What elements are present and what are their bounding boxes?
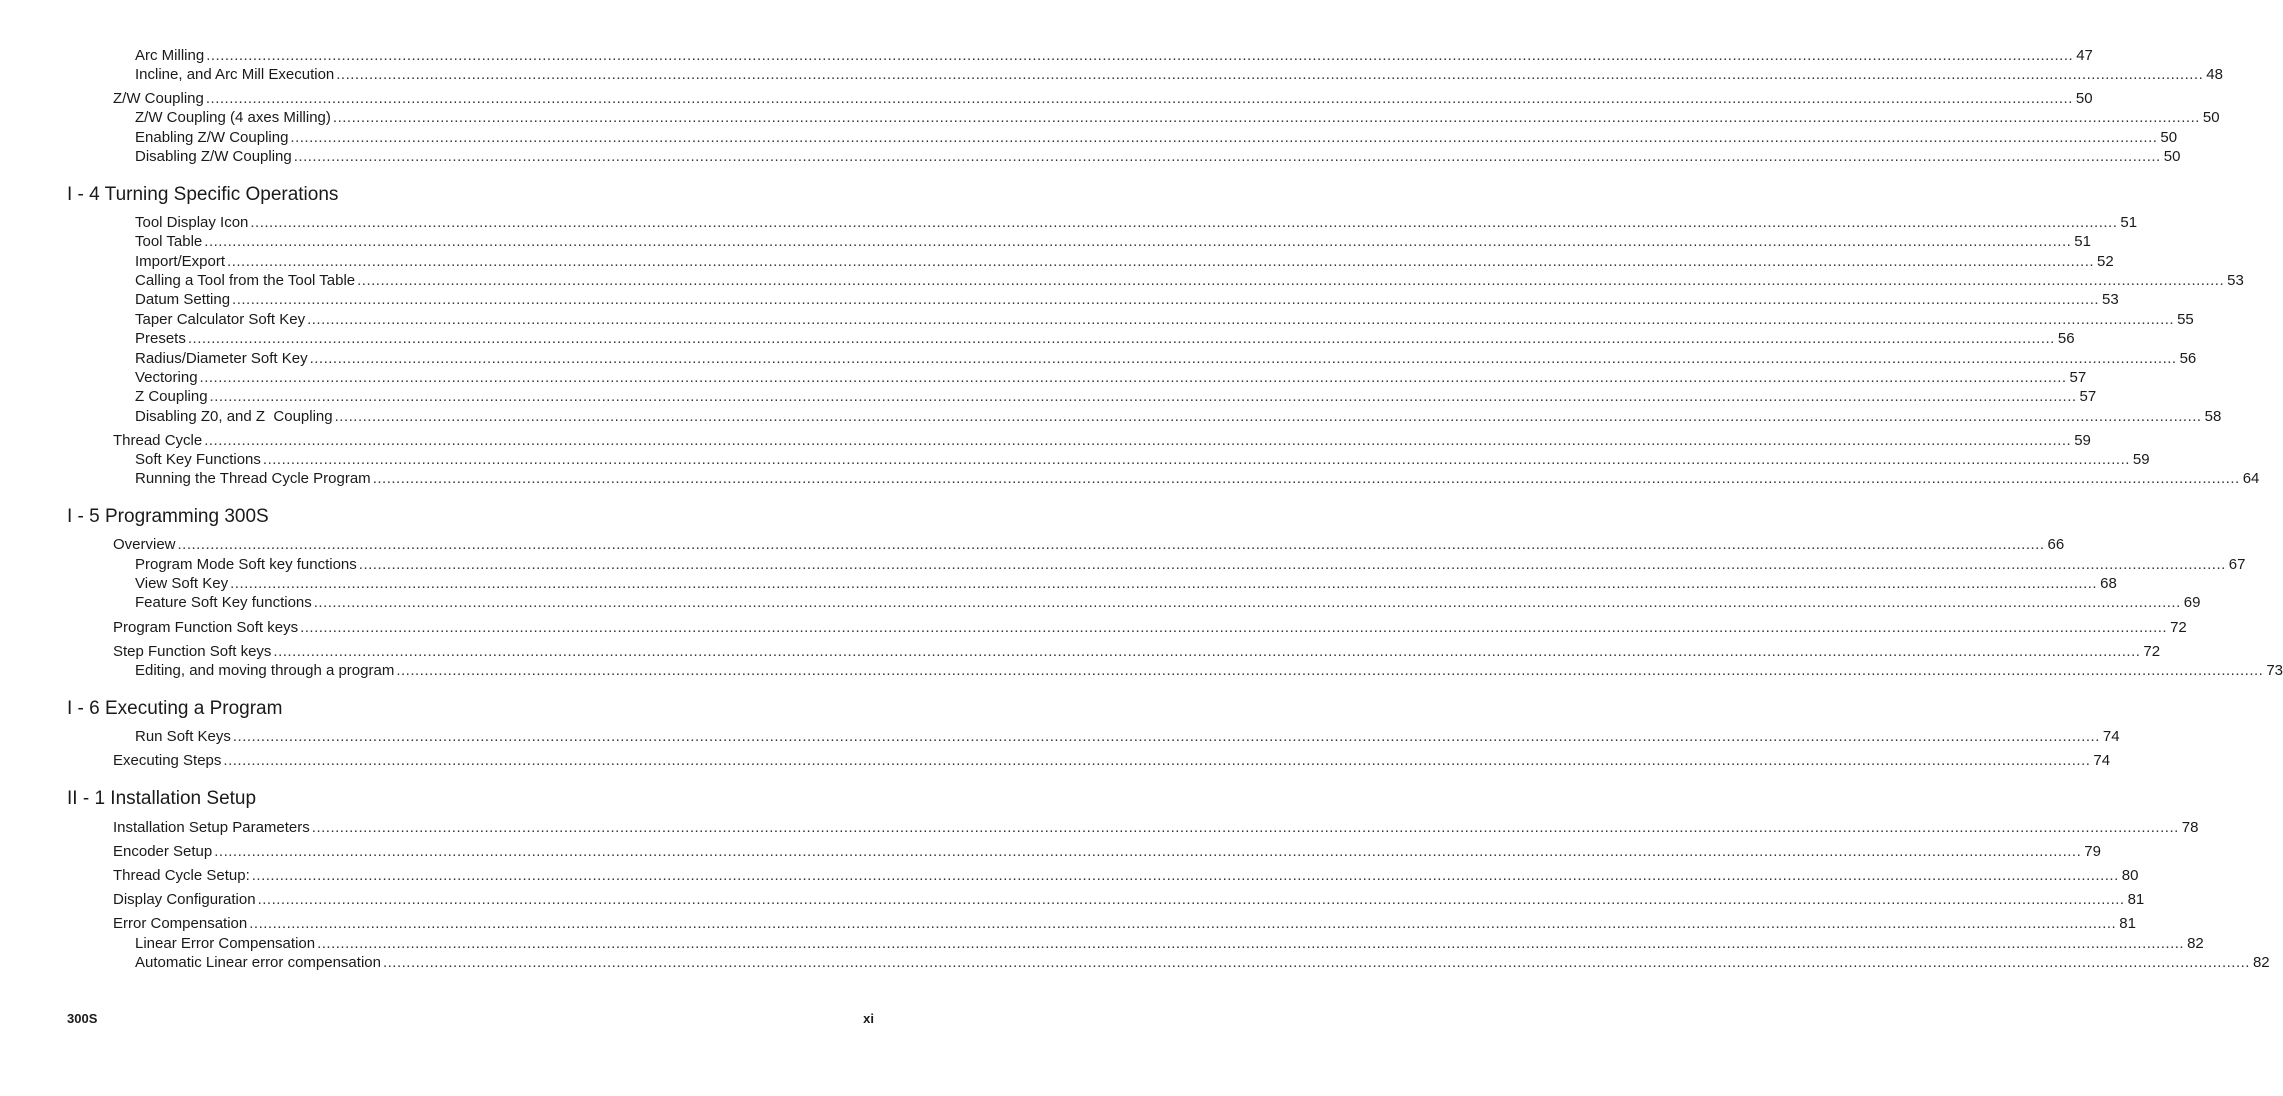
toc-entry-page: 58 [2204,408,2222,425]
toc-entry-title: Encoder Setup [113,843,213,860]
toc-entry-title: Step Function Soft keys [113,643,272,660]
toc-entry-title: Linear Error Compensation [135,935,316,952]
dot-leader: ................................................................................................................................................................................................................................................................................................................................................................................................................ [309,350,2177,367]
toc-entry-title: Overview [113,536,176,553]
toc-entry-title: Disabling Z0, and Z Coupling [135,408,333,425]
toc-entry-page: 56 [2179,350,2197,367]
toc-subentry[interactable] [135,252,2114,272]
toc-entry-page: 64 [2242,470,2260,487]
section-heading: I - 5 Programming 300S [67,506,269,527]
dot-leader: ................................................................................................................................................................................................................................................................................................................................................................................................................ [357,272,2225,289]
dot-leader: ................................................................................................................................................................................................................................................................................................................................................................................................................ [293,148,2161,165]
toc-subentry[interactable] [135,727,2120,747]
dot-leader: ................................................................................................................................................................................................................................................................................................................................................................................................................ [358,556,2226,573]
toc-entry[interactable] [113,618,2187,638]
toc-subentry[interactable] [135,213,2138,233]
toc-entry-title: Automatic Linear error compensation [135,954,381,971]
toc-subentry[interactable] [135,147,2181,167]
toc-entry-page: 48 [2206,66,2223,83]
dot-leader: ................................................................................................................................................................................................................................................................................................................................................................................................................ [204,233,2072,250]
toc-subentry[interactable] [135,310,2194,330]
dot-leader: ................................................................................................................................................................................................................................................................................................................................................................................................................ [311,819,2179,836]
toc-entry[interactable] [113,431,2091,451]
toc-entry-page: 67 [2228,556,2246,573]
toc-entry-title: Calling a Tool from the Tool Table [135,272,356,289]
toc-subentry[interactable] [135,65,2223,85]
toc-entry-title: Soft Key Functions [135,451,261,468]
toc-entry-page: 59 [2074,432,2091,449]
toc-subentry[interactable] [135,349,2197,369]
toc-entry-title: Datum Setting [135,291,231,308]
toc-entry-title: Z Coupling [135,388,208,405]
dot-leader: ................................................................................................................................................................................................................................................................................................................................................................................................................ [262,451,2130,468]
dot-leader: ................................................................................................................................................................................................................................................................................................................................................................................................................ [187,330,2055,347]
toc-subentry[interactable] [135,953,2270,973]
toc-entry-title: Tool Table [135,233,203,250]
toc-entry-page: 50 [2163,148,2181,165]
toc-entry-page: 50 [2202,109,2220,126]
toc-subentry[interactable] [135,661,2283,681]
toc-subentry[interactable] [135,593,2201,613]
dot-leader: ................................................................................................................................................................................................................................................................................................................................................................................................................ [317,935,2185,952]
toc-entry-title: Program Function Soft keys [113,619,299,636]
toc-entry-title: Editing, and moving through a program [135,662,395,679]
dot-leader: ................................................................................................................................................................................................................................................................................................................................................................................................................ [214,843,2082,860]
toc-entry-title: Program Mode Soft key functions [135,556,357,573]
toc-entry-page: 51 [2120,214,2138,231]
dot-leader: ................................................................................................................................................................................................................................................................................................................................................................................................................ [336,66,2204,83]
toc-entry-page: 50 [2075,90,2093,107]
toc-entry[interactable] [113,89,2093,109]
toc-entry-page: 57 [2069,369,2087,386]
toc-subentry[interactable] [135,368,2087,388]
toc-entry-title: Thread Cycle [113,432,203,449]
dot-leader: ................................................................................................................................................................................................................................................................................................................................................................................................................ [334,408,2202,425]
toc-entry-page: 69 [2183,594,2201,611]
toc-entry-title: Feature Soft Key functions [135,594,312,611]
toc-entry-title: Presets [135,330,186,347]
dot-leader: ................................................................................................................................................................................................................................................................................................................................................................................................................ [382,954,2250,971]
toc-entry-title: Disabling Z/W Coupling [135,148,292,165]
dot-leader: ................................................................................................................................................................................................................................................................................................................................................................................................................ [199,369,2067,386]
section-heading: I - 4 Turning Specific Operations [67,184,339,205]
toc-entry-page: 47 [2076,47,2093,64]
dot-leader: ................................................................................................................................................................................................................................................................................................................................................................................................................ [250,214,2118,231]
toc-entry-title: View Soft Key [135,575,229,592]
dot-leader: ................................................................................................................................................................................................................................................................................................................................................................................................................ [206,47,2074,64]
toc-entry-page: 57 [2079,388,2097,405]
dot-leader: ................................................................................................................................................................................................................................................................................................................................................................................................................ [223,752,2091,769]
toc-entry-title: Arc Milling [135,47,205,64]
toc-subentry[interactable] [135,555,2246,575]
toc-entry-title: Z/W Coupling [113,90,204,107]
dot-leader: ................................................................................................................................................................................................................................................................................................................................................................................................................ [209,388,2077,405]
dot-leader: ................................................................................................................................................................................................................................................................................................................................................................................................................ [232,291,2100,308]
toc-entry-page: 50 [2160,129,2178,146]
toc-subentry[interactable] [135,108,2220,128]
toc-entry-page: 74 [2093,752,2111,769]
toc-subentry[interactable] [135,469,2260,489]
toc-entry[interactable] [113,842,2101,862]
toc-subentry[interactable] [135,934,2204,954]
toc-subentry[interactable] [135,387,2097,407]
toc-entry-page: 82 [2252,954,2270,971]
toc-entry-page: 78 [2181,819,2199,836]
section-heading: II - 1 Installation Setup [67,788,257,809]
dot-leader: ................................................................................................................................................................................................................................................................................................................................................................................................................ [307,311,2175,328]
toc-entry-title: Z/W Coupling (4 axes Milling) [135,109,331,126]
toc-entry-page: 52 [2097,253,2114,270]
toc-subentry[interactable] [135,271,2244,291]
dot-leader: ................................................................................................................................................................................................................................................................................................................................................................................................................ [230,575,2098,592]
toc-entry-page: 82 [2187,935,2204,952]
footer-page-number: xi [863,1011,874,1026]
toc-entry-title: Enabling Z/W Coupling [135,129,289,146]
toc-entry[interactable] [113,642,2161,662]
toc-entry-title: Installation Setup Parameters [113,819,310,836]
toc-entry[interactable] [113,914,2136,934]
toc-subentry[interactable] [135,290,2119,310]
dot-leader: ................................................................................................................................................................................................................................................................................................................................................................................................................ [204,432,2072,449]
toc-subentry[interactable] [135,450,2150,470]
toc-subentry[interactable] [135,329,2075,349]
toc-entry-page: 72 [2143,643,2161,660]
dot-leader: ................................................................................................................................................................................................................................................................................................................................................................................................................ [232,728,2100,745]
toc-subentry[interactable] [135,232,2091,252]
toc-entry-title: Run Soft Keys [135,728,231,745]
toc-entry[interactable] [113,751,2111,771]
dot-leader: ................................................................................................................................................................................................................................................................................................................................................................................................................ [313,594,2181,611]
dot-leader: ................................................................................................................................................................................................................................................................................................................................................................................................................ [257,891,2125,908]
toc-entry-page: 59 [2132,451,2150,468]
dot-leader: ................................................................................................................................................................................................................................................................................................................................................................................................................ [300,619,2168,636]
dot-leader: ................................................................................................................................................................................................................................................................................................................................................................................................................ [177,536,2045,553]
toc-entry-page: 72 [2170,619,2187,636]
toc-subentry[interactable] [135,128,2178,148]
toc-entry-title: Display Configuration [113,891,256,908]
toc-entry-title: Taper Calculator Soft Key [135,311,306,328]
toc-entry-title: Tool Display Icon [135,214,249,231]
toc-entry-page: 74 [2102,728,2120,745]
toc-entry-title: Radius/Diameter Soft Key [135,350,308,367]
toc-entry-page: 51 [2074,233,2091,250]
toc-entry-title: Running the Thread Cycle Program [135,470,371,487]
toc-entry-page: 53 [2227,272,2244,289]
dot-leader: ................................................................................................................................................................................................................................................................................................................................................................................................................ [332,109,2200,126]
toc-entry[interactable] [113,866,2139,886]
toc-entry-page: 73 [2266,662,2283,679]
toc-entry-page: 79 [2084,843,2101,860]
toc-subentry[interactable] [135,46,2093,66]
dot-leader: ................................................................................................................................................................................................................................................................................................................................................................................................................ [372,470,2240,487]
toc-entry-page: 56 [2057,330,2075,347]
toc-entry[interactable] [113,818,2199,838]
toc-entry-title: Error Compensation [113,915,248,932]
toc-entry-title: Import/Export [135,253,226,270]
dot-leader: ................................................................................................................................................................................................................................................................................................................................................................................................................ [251,867,2119,884]
dot-leader: ................................................................................................................................................................................................................................................................................................................................................................................................................ [396,662,2264,679]
dot-leader: ................................................................................................................................................................................................................................................................................................................................................................................................................ [227,253,2095,270]
toc-subentry[interactable] [135,407,2222,427]
toc-entry-title: Vectoring [135,369,198,386]
toc-entry-page: 80 [2121,867,2139,884]
toc-entry[interactable] [113,890,2145,910]
toc-entry[interactable] [113,535,2065,555]
toc-subentry[interactable] [135,574,2117,594]
dot-leader: ................................................................................................................................................................................................................................................................................................................................................................................................................ [290,129,2158,146]
toc-entry-page: 81 [2119,915,2136,932]
toc-entry-page: 66 [2047,536,2065,553]
dot-leader: ................................................................................................................................................................................................................................................................................................................................................................................................................ [205,90,2073,107]
toc-entry-page: 81 [2127,891,2145,908]
footer-product-name: 300S [67,1011,98,1026]
dot-leader: ................................................................................................................................................................................................................................................................................................................................................................................................................ [273,643,2141,660]
toc-entry-page: 53 [2102,291,2119,308]
toc-entry-title: Incline, and Arc Mill Execution [135,66,335,83]
toc-entry-title: Executing Steps [113,752,222,769]
toc-entry-page: 55 [2177,311,2194,328]
toc-entry-page: 68 [2100,575,2117,592]
toc-entry-title: Thread Cycle Setup: [113,867,250,884]
section-heading: I - 6 Executing a Program [67,698,283,719]
dot-leader: ................................................................................................................................................................................................................................................................................................................................................................................................................ [249,915,2117,932]
